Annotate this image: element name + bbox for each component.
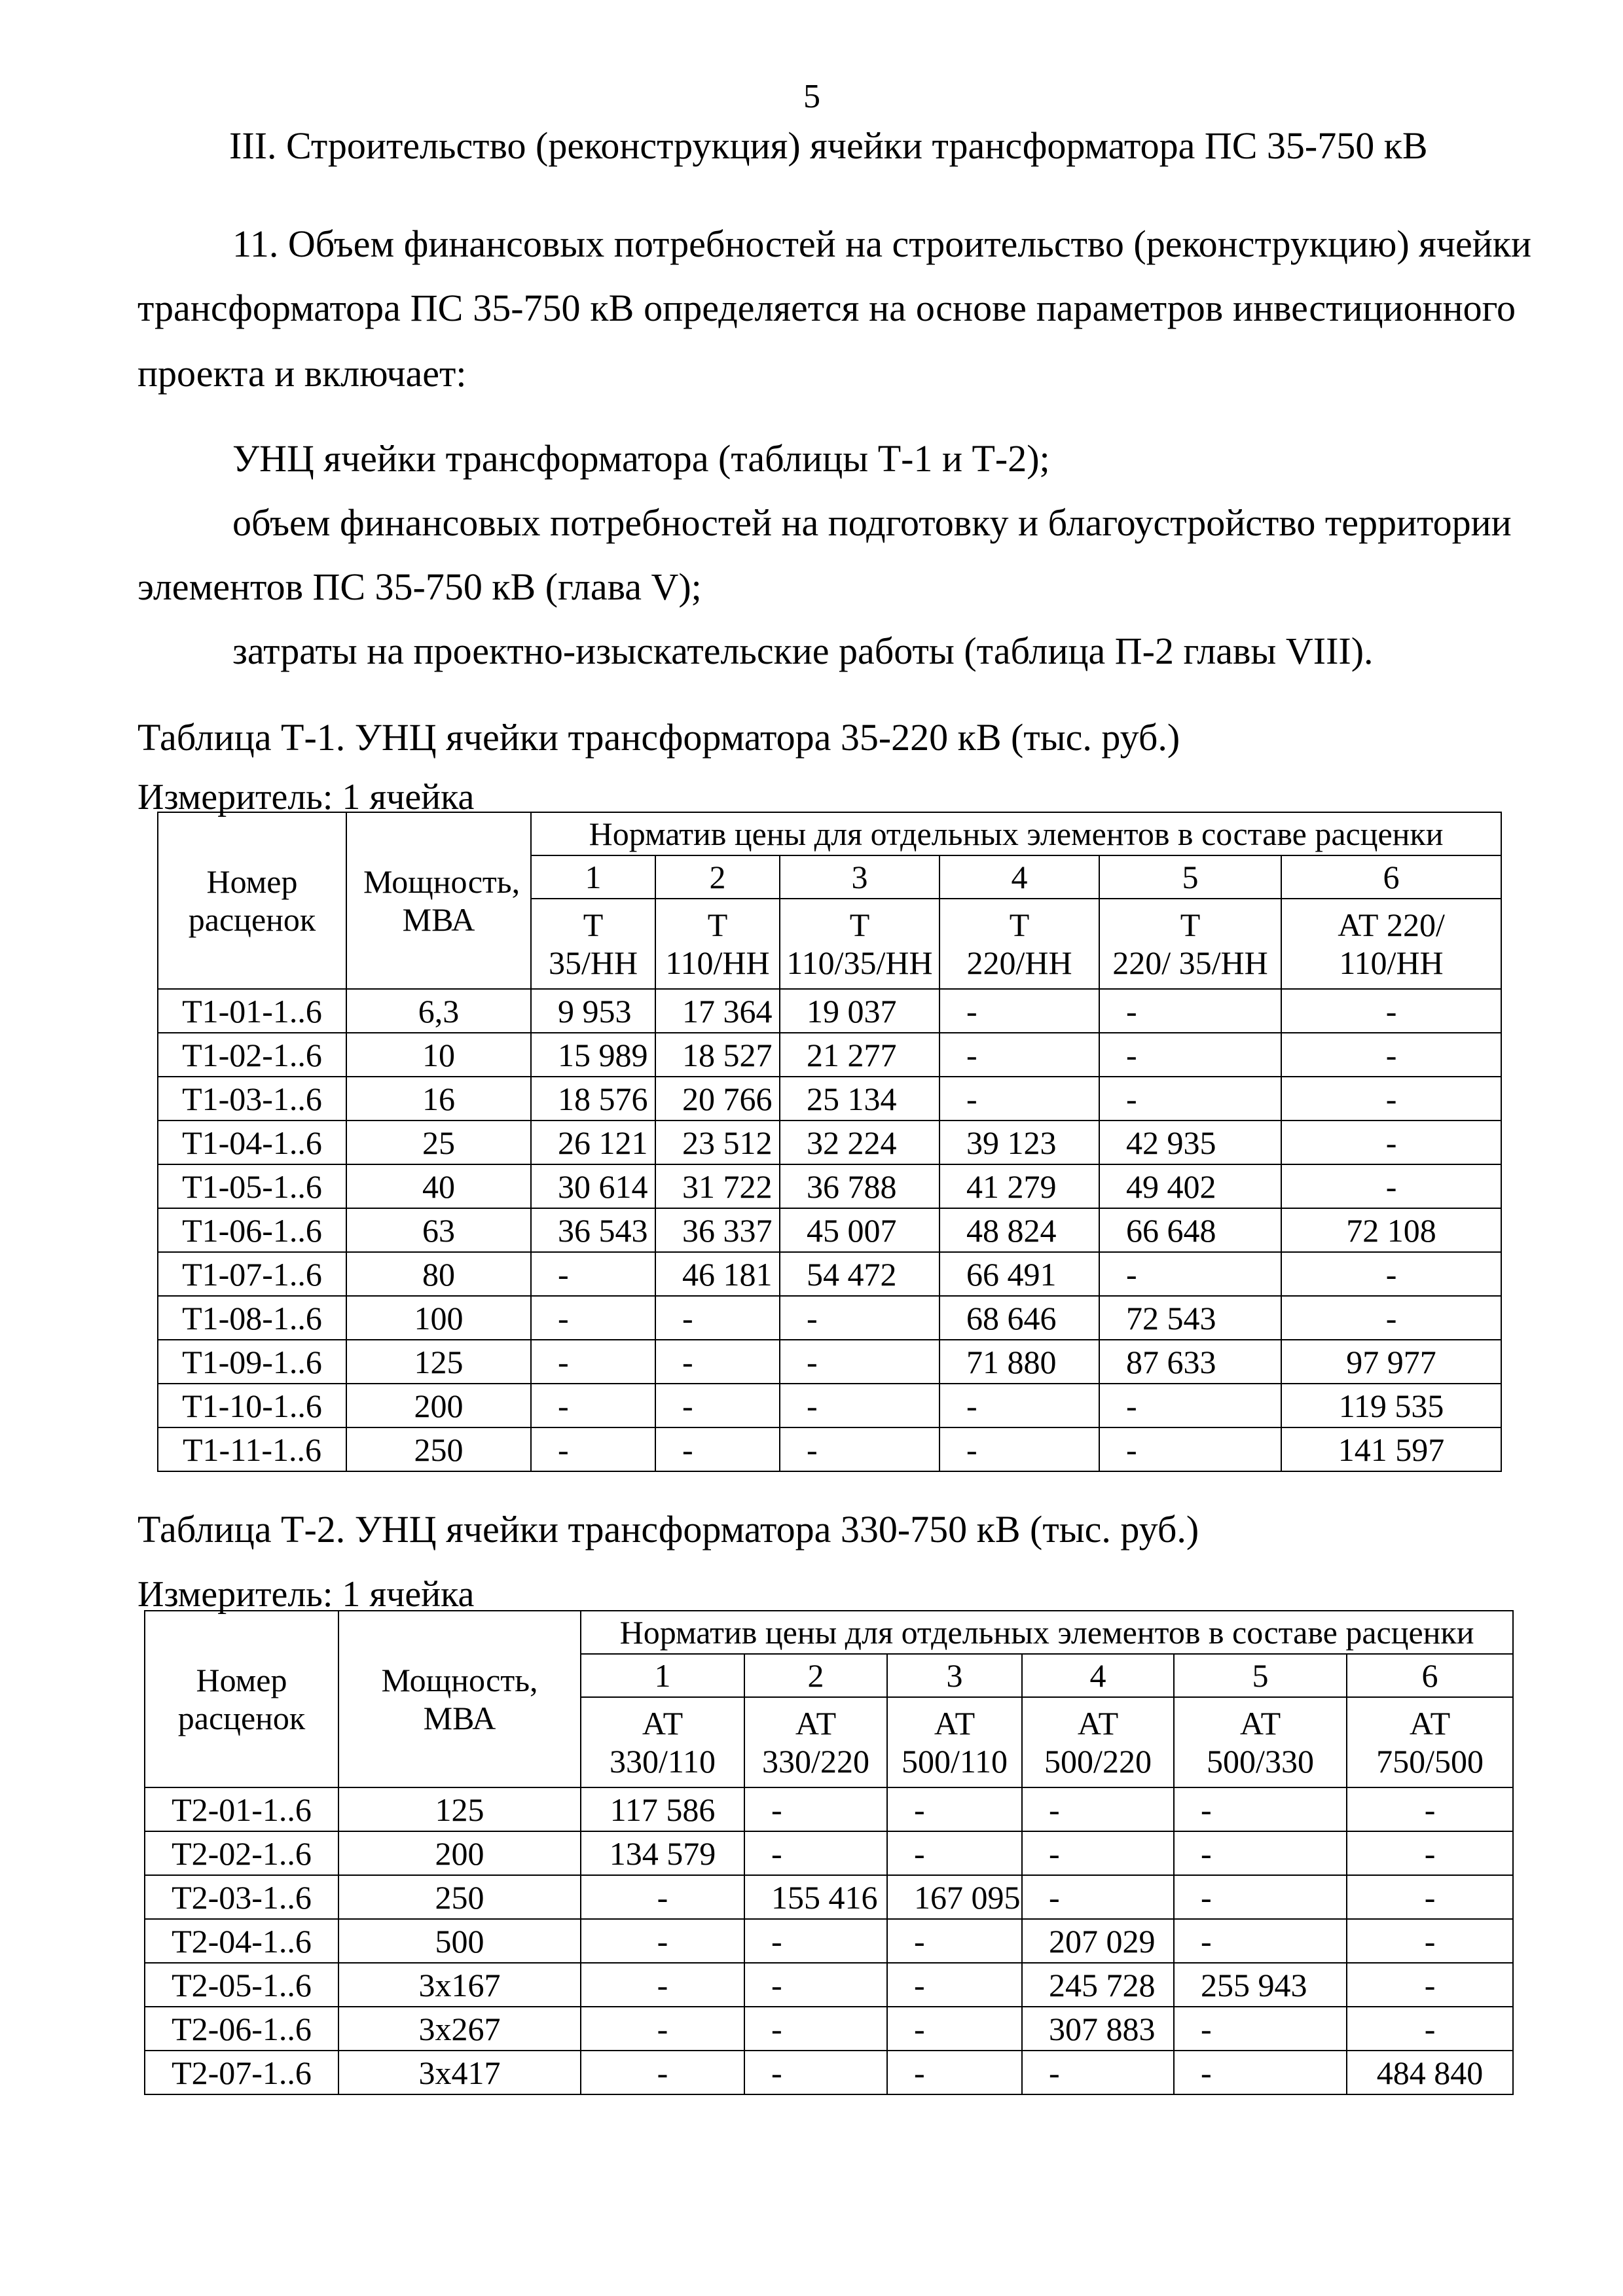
table1-cell: 36 337	[655, 1208, 780, 1252]
table1-cell: 45 007	[780, 1208, 939, 1252]
table1-cell: 15 989	[531, 1033, 655, 1077]
table1-cell: Т1-05-1..6	[158, 1164, 346, 1208]
table1-cell: -	[655, 1384, 780, 1427]
table2-col-number: 3	[887, 1654, 1022, 1697]
table1-col-number: 4	[939, 855, 1099, 899]
table2-cell: Т2-01-1..6	[145, 1787, 338, 1831]
table2-cell: 245 728	[1022, 1963, 1174, 2007]
table1-cell: 42 935	[1099, 1121, 1281, 1164]
table2-caption: Таблица Т-2. УНЦ ячейки трансформатора 330-750 кВ (тыс. руб.)	[137, 1508, 1199, 1551]
table1-cell: 41 279	[939, 1164, 1099, 1208]
table1-cell: -	[939, 1427, 1099, 1471]
table2-cell: -	[1347, 1963, 1513, 2007]
table1-cell: 17 364	[655, 989, 780, 1033]
table2-col-type: АТ 500/110	[887, 1697, 1022, 1787]
table1-body	[158, 989, 1501, 1471]
table1-cell: -	[1099, 1427, 1281, 1471]
table1-cell: Т1-10-1..6	[158, 1384, 346, 1427]
table2-cell: -	[887, 1831, 1022, 1875]
table1-cell: -	[939, 1384, 1099, 1427]
table2-cell: 134 579	[581, 1831, 744, 1875]
table2-header-number: Номер расценок	[145, 1611, 338, 1787]
table2-cell: -	[1022, 1787, 1174, 1831]
table1-cell: -	[655, 1340, 780, 1384]
table1-cell: 32 224	[780, 1121, 939, 1164]
table1-cell: -	[939, 989, 1099, 1033]
list-item-design-costs: затраты на проектно-изыскательские работы (таблица П-2 главы VIII).	[232, 630, 1374, 672]
table2-cell: -	[887, 1787, 1022, 1831]
page-number: 5	[803, 78, 820, 115]
table1-cell: 119 535	[1281, 1384, 1501, 1427]
table2-cell: -	[1022, 1875, 1174, 1919]
table2-cell: Т2-05-1..6	[145, 1963, 338, 2007]
table1-cell: Т1-06-1..6	[158, 1208, 346, 1252]
table1-cell: 141 597	[1281, 1427, 1501, 1471]
table2-cell: Т2-06-1..6	[145, 2007, 338, 2051]
table1-col-type: Т 110/35/НН	[780, 899, 939, 989]
table2-row	[145, 1919, 1513, 1963]
table2-cell: -	[1347, 1919, 1513, 1963]
table1-row	[158, 1164, 1501, 1208]
table1-cell: 72 108	[1281, 1208, 1501, 1252]
table2-col-number: 1	[581, 1654, 744, 1697]
table1-cell: 25	[346, 1121, 531, 1164]
table2-cell: -	[581, 2051, 744, 2094]
table1-cell: 80	[346, 1252, 531, 1296]
table2-header-power: Мощность, МВА	[338, 1611, 581, 1787]
table1-cell: 10	[346, 1033, 531, 1077]
table2-cell: -	[887, 2051, 1022, 2094]
table1-cell: 30 614	[531, 1164, 655, 1208]
table1-row	[158, 1296, 1501, 1340]
table2-cell: -	[1347, 1787, 1513, 1831]
table1-cell: Т1-08-1..6	[158, 1296, 346, 1340]
table2-cell: -	[744, 2007, 887, 2051]
table1-cell: -	[531, 1252, 655, 1296]
table2-measure: Измеритель: 1 ячейка	[137, 1574, 475, 1615]
table1-cell: Т1-01-1..6	[158, 989, 346, 1033]
table1-header-number: Номер расценок	[158, 812, 346, 989]
table1-cell: -	[531, 1340, 655, 1384]
table1-cell: 25 134	[780, 1077, 939, 1121]
table2-cell: -	[1174, 1919, 1347, 1963]
table2-cell: -	[744, 1963, 887, 2007]
table1-cell: 72 543	[1099, 1296, 1281, 1340]
table1-col-number: 1	[531, 855, 655, 899]
table2-cell: -	[1347, 1875, 1513, 1919]
table1-col-type: Т 220/ 35/НН	[1099, 899, 1281, 989]
table2-cell: 200	[338, 1831, 581, 1875]
table2-header-group: Норматив цены для отдельных элементов в составе расценки	[581, 1611, 1513, 1654]
table1-cell: Т1-09-1..6	[158, 1340, 346, 1384]
table1-cell: 18 576	[531, 1077, 655, 1121]
table1-cell: -	[1281, 1296, 1501, 1340]
table2-cell: 207 029	[1022, 1919, 1174, 1963]
table2-cell: -	[581, 1963, 744, 2007]
table2-row	[145, 2051, 1513, 2094]
table1-row	[158, 1077, 1501, 1121]
table2-cell: 117 586	[581, 1787, 744, 1831]
table2-cell: -	[1174, 2051, 1347, 2094]
paragraph-11-line-3: проекта и включает:	[137, 352, 467, 395]
table2-cell: 484 840	[1347, 2051, 1513, 2094]
table1-cell: 125	[346, 1340, 531, 1384]
table1	[157, 812, 1502, 1472]
table2-col-type: АТ 330/220	[744, 1697, 887, 1787]
table1-cell: -	[1281, 1252, 1501, 1296]
table2-cell: -	[744, 1787, 887, 1831]
table1-cell: 23 512	[655, 1121, 780, 1164]
list-item-unc: УНЦ ячейки трансформатора (таблицы Т-1 и Т-2);	[232, 437, 1050, 480]
table2-cell: 3x167	[338, 1963, 581, 2007]
table1-caption: Таблица Т-1. УНЦ ячейки трансформатора 35-220 кВ (тыс. руб.)	[137, 716, 1180, 759]
table2-cell: Т2-04-1..6	[145, 1919, 338, 1963]
table1-cell: 66 648	[1099, 1208, 1281, 1252]
table2-col-number: 5	[1174, 1654, 1347, 1697]
table1-cell: 39 123	[939, 1121, 1099, 1164]
table2-cell: -	[744, 1831, 887, 1875]
table1-row	[158, 989, 1501, 1033]
table2-cell: 167 095	[887, 1875, 1022, 1919]
table2-cell: -	[581, 1919, 744, 1963]
table1-cell: -	[1099, 1252, 1281, 1296]
table1-cell: 21 277	[780, 1033, 939, 1077]
table2-cell: -	[1347, 1831, 1513, 1875]
table2-cell: 155 416	[744, 1875, 887, 1919]
table1-cell: 31 722	[655, 1164, 780, 1208]
table2-body	[145, 1787, 1513, 2094]
table1-col-number: 6	[1281, 855, 1501, 899]
table2-row	[145, 1875, 1513, 1919]
table2-cell: -	[581, 1875, 744, 1919]
table1-cell: -	[1281, 1121, 1501, 1164]
table1-cell: -	[1281, 1033, 1501, 1077]
table1-row	[158, 1208, 1501, 1252]
table1-col-type: АТ 220/ 110/НН	[1281, 899, 1501, 989]
table2-cell: -	[1174, 1831, 1347, 1875]
table2-row	[145, 1963, 1513, 2007]
table1-row	[158, 1252, 1501, 1296]
table2-col-number: 6	[1347, 1654, 1513, 1697]
paragraph-11-line-2: трансформатора ПС 35-750 кВ определяется на основе параметров инвестиционного	[137, 287, 1516, 329]
table1-cell: -	[780, 1340, 939, 1384]
table1-cell: 19 037	[780, 989, 939, 1033]
table2-row	[145, 1787, 1513, 1831]
table1-cell: -	[655, 1427, 780, 1471]
table2-col-number: 2	[744, 1654, 887, 1697]
table1-col-type: Т 110/НН	[655, 899, 780, 989]
table2-cell: 125	[338, 1787, 581, 1831]
table1-header-group: Норматив цены для отдельных элементов в составе расценки	[531, 812, 1501, 855]
table2-cell: -	[1174, 1787, 1347, 1831]
table1-cell: 71 880	[939, 1340, 1099, 1384]
table2-cell: -	[1022, 2051, 1174, 2094]
table2-cell: 3x267	[338, 2007, 581, 2051]
table1-cell: 54 472	[780, 1252, 939, 1296]
table2-cell: -	[887, 1963, 1022, 2007]
list-item-territory-line-1: объем финансовых потребностей на подготовку и благоустройство территории	[232, 501, 1512, 544]
table2-cell: -	[887, 2007, 1022, 2051]
table1-row	[158, 1427, 1501, 1471]
table1-cell: -	[1281, 989, 1501, 1033]
table1-cell: 250	[346, 1427, 531, 1471]
table2-cell: -	[581, 2007, 744, 2051]
table1-cell: -	[780, 1427, 939, 1471]
table2-row	[145, 2007, 1513, 2051]
table1-cell: -	[1099, 989, 1281, 1033]
table1-cell: 36 543	[531, 1208, 655, 1252]
table2-col-type: АТ 500/330	[1174, 1697, 1347, 1787]
table1-cell: -	[531, 1296, 655, 1340]
table2-cell: -	[744, 1919, 887, 1963]
table2-cell: 250	[338, 1875, 581, 1919]
table2-cell: Т2-02-1..6	[145, 1831, 338, 1875]
table1-cell: 40	[346, 1164, 531, 1208]
table2-cell: -	[1347, 2007, 1513, 2051]
table2-cell: 500	[338, 1919, 581, 1963]
table1-cell: -	[1099, 1077, 1281, 1121]
table1-cell: -	[780, 1296, 939, 1340]
table1-cell: -	[1099, 1033, 1281, 1077]
table1-cell: 66 491	[939, 1252, 1099, 1296]
table1-cell: 9 953	[531, 989, 655, 1033]
table1-cell: 26 121	[531, 1121, 655, 1164]
table2-cell: Т2-07-1..6	[145, 2051, 338, 2094]
table1-cell: -	[1281, 1077, 1501, 1121]
table1-cell: 16	[346, 1077, 531, 1121]
table2-cell: -	[1174, 2007, 1347, 2051]
table1-cell: -	[531, 1427, 655, 1471]
table2-cell: -	[1174, 1875, 1347, 1919]
table1-cell: 49 402	[1099, 1164, 1281, 1208]
table2-cell: 3x417	[338, 2051, 581, 2094]
table2-row	[145, 1831, 1513, 1875]
table2-col-type: АТ 750/500	[1347, 1697, 1513, 1787]
table1-cell: 48 824	[939, 1208, 1099, 1252]
table1-cell: 36 788	[780, 1164, 939, 1208]
section-title: III. Строительство (реконструкция) ячейки трансформатора ПС 35-750 кВ	[229, 124, 1428, 167]
table1-cell: 6,3	[346, 989, 531, 1033]
table1-cell: -	[531, 1384, 655, 1427]
table1-cell: Т1-07-1..6	[158, 1252, 346, 1296]
table1-cell: 63	[346, 1208, 531, 1252]
table2-col-number: 4	[1022, 1654, 1174, 1697]
table2-cell: -	[1022, 1831, 1174, 1875]
table1-cell: 87 633	[1099, 1340, 1281, 1384]
table1-cell: Т1-11-1..6	[158, 1427, 346, 1471]
table1-row	[158, 1033, 1501, 1077]
table1-cell: -	[655, 1296, 780, 1340]
paragraph-11-line-1: 11. Объем финансовых потребностей на строительство (реконструкцию) ячейки	[232, 223, 1532, 265]
table1-cell: 20 766	[655, 1077, 780, 1121]
table2-cell: 307 883	[1022, 2007, 1174, 2051]
table1-cell: 46 181	[655, 1252, 780, 1296]
table2-col-type: АТ 500/220	[1022, 1697, 1174, 1787]
table1-cell: 68 646	[939, 1296, 1099, 1340]
table1-header-power: Мощность, МВА	[346, 812, 531, 989]
table1-cell: Т1-02-1..6	[158, 1033, 346, 1077]
table1-cell: -	[1099, 1384, 1281, 1427]
table1-cell: 97 977	[1281, 1340, 1501, 1384]
table1-cell: -	[780, 1384, 939, 1427]
table1-cell: Т1-03-1..6	[158, 1077, 346, 1121]
table1-cell: 100	[346, 1296, 531, 1340]
table1-row	[158, 1121, 1501, 1164]
table1-cell: -	[1281, 1164, 1501, 1208]
table2	[144, 1610, 1514, 2095]
table2-cell: Т2-03-1..6	[145, 1875, 338, 1919]
table1-row	[158, 1384, 1501, 1427]
table1-col-type: Т 220/НН	[939, 899, 1099, 989]
table1-row	[158, 1340, 1501, 1384]
table1-cell: 200	[346, 1384, 531, 1427]
table1-cell: -	[939, 1077, 1099, 1121]
table2-cell: -	[887, 1919, 1022, 1963]
table1-cell: 18 527	[655, 1033, 780, 1077]
table1-col-number: 5	[1099, 855, 1281, 899]
table2-cell: 255 943	[1174, 1963, 1347, 2007]
table1-col-number: 3	[780, 855, 939, 899]
table1-col-number: 2	[655, 855, 780, 899]
list-item-territory-line-2: элементов ПС 35-750 кВ (глава V);	[137, 565, 702, 608]
table2-col-type: АТ 330/110	[581, 1697, 744, 1787]
table1-col-type: Т 35/НН	[531, 899, 655, 989]
table1-cell: Т1-04-1..6	[158, 1121, 346, 1164]
table1-measure: Измеритель: 1 ячейка	[137, 777, 475, 817]
table1-cell: -	[939, 1033, 1099, 1077]
table2-cell: -	[744, 2051, 887, 2094]
